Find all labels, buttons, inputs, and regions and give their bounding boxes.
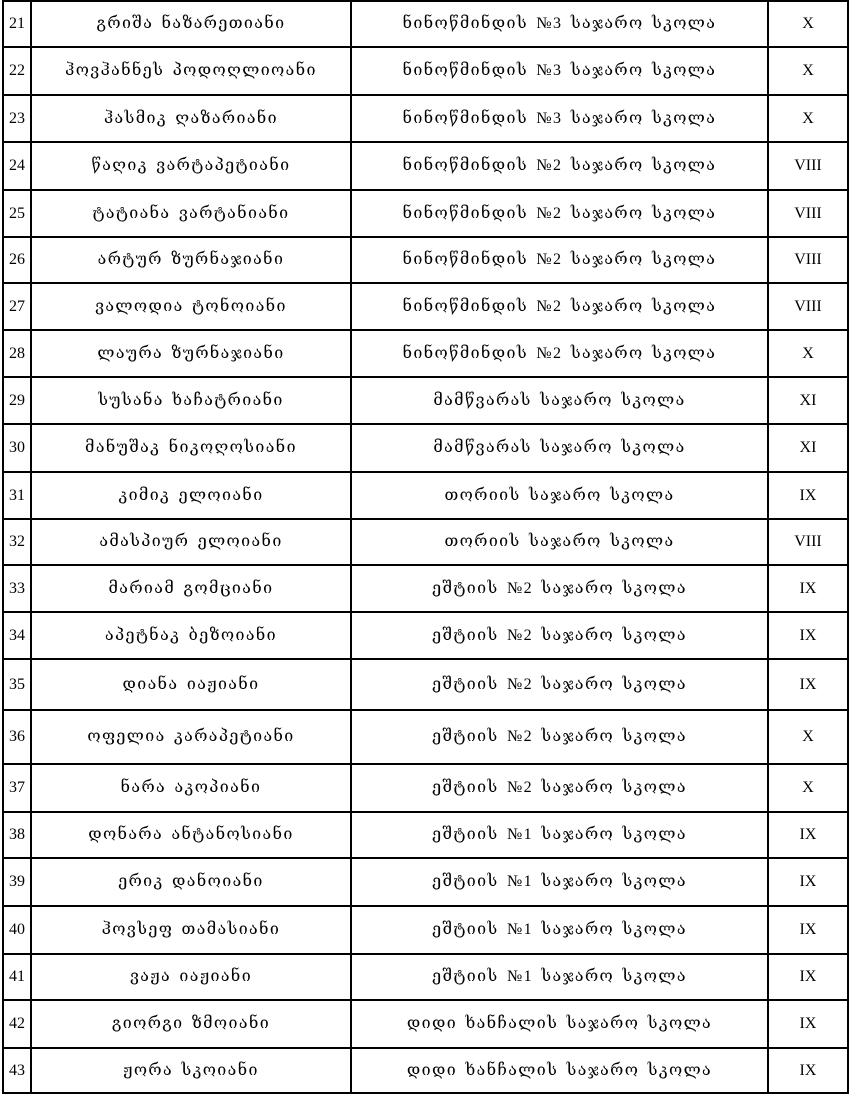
table-row — [3, 565, 848, 612]
grade-cell: IX — [768, 612, 848, 659]
grade-cell: VIII — [768, 283, 848, 330]
table-row — [3, 812, 848, 858]
grade-cell: X — [768, 764, 848, 812]
school-name-cell: ნინოწმინდის №3 საჯარო სკოლა — [351, 47, 768, 95]
student-name-cell: სუსანა ხაჩატრიანი — [31, 377, 351, 424]
student-name-cell: ლაურა ზურნაჯიანი — [31, 330, 351, 377]
grade-cell: XI — [768, 424, 848, 472]
row-number-cell: 39 — [3, 858, 31, 906]
student-name-cell: ჰოვჰანნეს პოდოღლიოანი — [31, 47, 351, 95]
grade-cell: XI — [768, 377, 848, 424]
student-name-cell: აპეტნაკ ბეზოიანი — [31, 612, 351, 659]
school-name-cell: ნინოწმინდის №2 საჯარო სკოლა — [351, 237, 768, 283]
grade-cell: X — [768, 330, 848, 377]
student-roster-table — [2, 0, 849, 1094]
school-name-cell: ნინოწმინდის №2 საჯარო სკოლა — [351, 190, 768, 237]
school-name-cell: მამწვარას საჯარო სკოლა — [351, 377, 768, 424]
row-number-cell: 24 — [3, 142, 31, 190]
table-row — [3, 519, 848, 565]
table-row — [3, 710, 848, 764]
table-row — [3, 906, 848, 954]
table-row — [3, 1, 848, 47]
roster-body — [3, 1, 848, 1093]
student-name-cell: მარიამ გომციანი — [31, 565, 351, 612]
row-number-cell: 22 — [3, 47, 31, 95]
student-name-cell: ვალოდია ტონოიანი — [31, 283, 351, 330]
grade-cell: X — [768, 1, 848, 47]
grade-cell: VIII — [768, 142, 848, 190]
table-row — [3, 659, 848, 710]
grade-cell: X — [768, 95, 848, 142]
grade-cell: VIII — [768, 190, 848, 237]
school-name-cell: ნინოწმინდის №3 საჯარო სკოლა — [351, 95, 768, 142]
row-number-cell: 21 — [3, 1, 31, 47]
student-name-cell: ჰასმიკ ღაზარიანი — [31, 95, 351, 142]
table-row — [3, 95, 848, 142]
grade-cell: IX — [768, 565, 848, 612]
school-name-cell: ეშტიის №2 საჯარო სკოლა — [351, 659, 768, 710]
row-number-cell: 42 — [3, 1000, 31, 1048]
row-number-cell: 38 — [3, 812, 31, 858]
school-name-cell: ეშტიის №2 საჯარო სკოლა — [351, 612, 768, 659]
student-name-cell: ვაჟა იაჟიანი — [31, 954, 351, 1000]
row-number-cell: 26 — [3, 237, 31, 283]
school-name-cell: ნინოწმინდის №2 საჯარო სკოლა — [351, 283, 768, 330]
table-row — [3, 858, 848, 906]
table-row — [3, 377, 848, 424]
student-name-cell: ტატიანა ვარტანიანი — [31, 190, 351, 237]
school-name-cell: ეშტიის №1 საჯარო სკოლა — [351, 954, 768, 1000]
row-number-cell: 35 — [3, 659, 31, 710]
grade-cell: IX — [768, 906, 848, 954]
table-row — [3, 330, 848, 377]
school-name-cell: ეშტიის №1 საჯარო სკოლა — [351, 858, 768, 906]
table-row — [3, 1048, 848, 1093]
row-number-cell: 33 — [3, 565, 31, 612]
row-number-cell: 37 — [3, 764, 31, 812]
row-number-cell: 28 — [3, 330, 31, 377]
grade-cell: VIII — [768, 237, 848, 283]
student-name-cell: არტურ ზურნაჯიანი — [31, 237, 351, 283]
school-name-cell: დიდი ხანჩალის საჯარო სკოლა — [351, 1000, 768, 1048]
row-number-cell: 30 — [3, 424, 31, 472]
table-row — [3, 424, 848, 472]
student-name-cell: ამასპიურ ელოიანი — [31, 519, 351, 565]
grade-cell: VIII — [768, 519, 848, 565]
school-name-cell: მამწვარას საჯარო სკოლა — [351, 424, 768, 472]
grade-cell: IX — [768, 472, 848, 519]
row-number-cell: 29 — [3, 377, 31, 424]
grade-cell: IX — [768, 812, 848, 858]
row-number-cell: 40 — [3, 906, 31, 954]
row-number-cell: 36 — [3, 710, 31, 764]
school-name-cell: ეშტიის №2 საჯარო სკოლა — [351, 565, 768, 612]
row-number-cell: 41 — [3, 954, 31, 1000]
table-row — [3, 612, 848, 659]
school-name-cell: ეშტიის №2 საჯარო სკოლა — [351, 710, 768, 764]
table-row — [3, 237, 848, 283]
school-name-cell: თორიის საჯარო სკოლა — [351, 519, 768, 565]
row-number-cell: 27 — [3, 283, 31, 330]
grade-cell: IX — [768, 858, 848, 906]
table-row — [3, 283, 848, 330]
grade-cell: X — [768, 47, 848, 95]
table-row — [3, 47, 848, 95]
student-name-cell: მანუშაკ ნიკოღოსიანი — [31, 424, 351, 472]
student-name-cell: გიორგი ზმოიანი — [31, 1000, 351, 1048]
student-name-cell: ჰოვსეფ თამასიანი — [31, 906, 351, 954]
student-name-cell: კიმიკ ელოიანი — [31, 472, 351, 519]
student-name-cell: გრიშა ნაზარეთიანი — [31, 1, 351, 47]
row-number-cell: 23 — [3, 95, 31, 142]
row-number-cell: 43 — [3, 1048, 31, 1093]
table-row — [3, 142, 848, 190]
table-row — [3, 954, 848, 1000]
student-name-cell: დიანა იაჟიანი — [31, 659, 351, 710]
row-number-cell: 34 — [3, 612, 31, 659]
grade-cell: IX — [768, 1000, 848, 1048]
table-row — [3, 190, 848, 237]
grade-cell: IX — [768, 1048, 848, 1093]
school-name-cell: ეშტიის №1 საჯარო სკოლა — [351, 906, 768, 954]
grade-cell: IX — [768, 659, 848, 710]
student-name-cell: ოფელია კარაპეტიანი — [31, 710, 351, 764]
school-name-cell: ეშტიის №2 საჯარო სკოლა — [351, 764, 768, 812]
student-name-cell: ჟორა სკოიანი — [31, 1048, 351, 1093]
student-name-cell: წაღიკ ვარტაპეტიანი — [31, 142, 351, 190]
row-number-cell: 31 — [3, 472, 31, 519]
table-row — [3, 1000, 848, 1048]
school-name-cell: თორიის საჯარო სკოლა — [351, 472, 768, 519]
row-number-cell: 32 — [3, 519, 31, 565]
school-name-cell: ნინოწმინდის №2 საჯარო სკოლა — [351, 330, 768, 377]
row-number-cell: 25 — [3, 190, 31, 237]
school-name-cell: ეშტიის №1 საჯარო სკოლა — [351, 812, 768, 858]
table-row — [3, 472, 848, 519]
grade-cell: IX — [768, 954, 848, 1000]
student-name-cell: ნარა აკოპიანი — [31, 764, 351, 812]
school-name-cell: ნინოწმინდის №2 საჯარო სკოლა — [351, 142, 768, 190]
school-name-cell: ნინოწმინდის №3 საჯარო სკოლა — [351, 1, 768, 47]
student-name-cell: ერიკ დანოიანი — [31, 858, 351, 906]
student-name-cell: დონარა ანტანოსიანი — [31, 812, 351, 858]
school-name-cell: დიდი ხანჩალის საჯარო სკოლა — [351, 1048, 768, 1093]
grade-cell: X — [768, 710, 848, 764]
table-row — [3, 764, 848, 812]
